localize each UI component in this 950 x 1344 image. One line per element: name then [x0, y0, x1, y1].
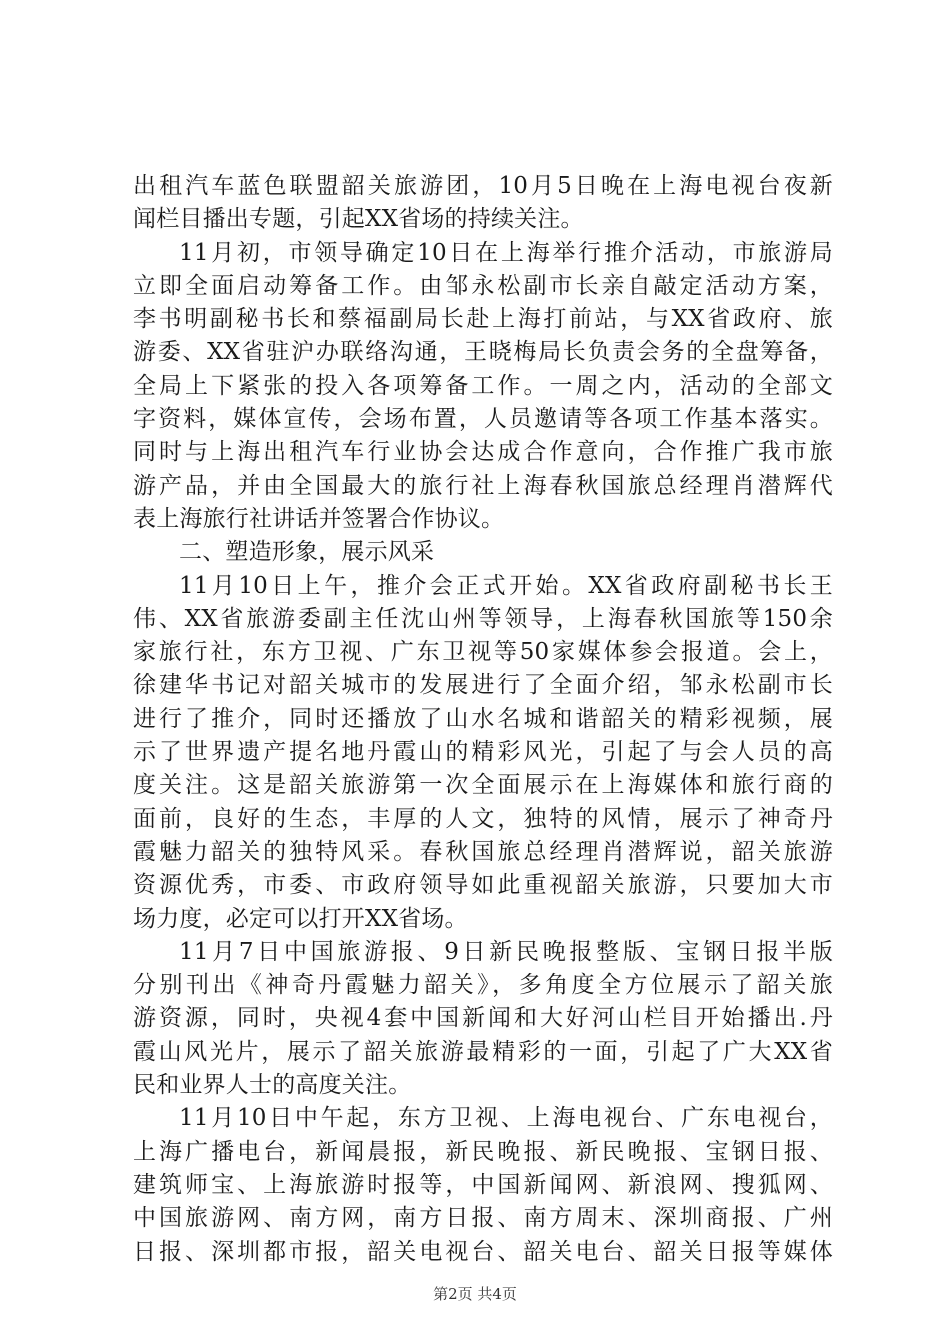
text-line: 表上海旅行社讲话并签署合作协议。 — [133, 505, 505, 532]
text-line: 上海广播电台，新闻晨报，新民晚报、新民晚报、宝钢日报、 — [133, 1138, 833, 1165]
text-line: 建筑师宝、上海旅游时报等，中国新闻网、新浪网、搜狐网、 — [133, 1171, 833, 1198]
text-line: 游资源，同时，央视4套中国新闻和大好河山栏目开始播出.丹 — [133, 1005, 833, 1032]
text-line: 霞魅力韶关的独特风采。春秋国旅总经理肖潜辉说，韶关旅游 — [133, 838, 833, 865]
page-footer: 第2页 共4页 — [433, 1285, 517, 1303]
text-line: 日报、深圳都市报，韶关电视台、韶关电台、韶关日报等媒体 — [133, 1238, 833, 1265]
text-line: 示了世界遗产提名地丹霞山的精彩风光，引起了与会人员的高 — [133, 739, 833, 766]
text-line: 霞山风光片，展示了韶关旅游最精彩的一面，引起了广大XX省 — [133, 1038, 833, 1065]
text-line: 中国旅游网、南方网，南方日报、南方周末、深圳商报、广州 — [133, 1205, 833, 1232]
text-line: 游产品，并由全国最大的旅行社上海春秋国旅总经理肖潜辉代 — [133, 472, 833, 499]
paragraph-first-line: 11月10日中午起，东方卫视、上海电视台、广东电视台， — [179, 1105, 833, 1132]
paragraph-first-line: 11月10日上午，推介会正式开始。XX省政府副秘书长王 — [179, 572, 833, 599]
text-line: 度关注。这是韶关旅游第一次全面展示在上海媒体和旅行商的 — [133, 772, 833, 799]
text-line: 同时与上海出租汽车行业协会达成合作意向，合作推广我市旅 — [133, 439, 833, 466]
paragraph-first-line: 11月7日中国旅游报、9日新民晚报整版、宝钢日报半版 — [179, 938, 833, 965]
paragraph-first-line: 11月初，市领导确定10日在上海举行推介活动，市旅游局 — [179, 239, 833, 266]
text-line: 场力度，必定可以打开XX省场。 — [133, 905, 468, 932]
text-line: 立即全面启动筹备工作。由邹永松副市长亲自敲定活动方案， — [133, 272, 833, 299]
section-heading: 二、塑造形象，展示风采 — [179, 539, 435, 566]
text-line: 全局上下紧张的投入各项筹备工作。一周之内，活动的全部文 — [133, 372, 833, 399]
text-line: 李书明副秘书长和蔡福副局长赴上海打前站，与XX省政府、旅 — [133, 306, 833, 333]
text-line: 出租汽车蓝色联盟韶关旅游团，10月5日晚在上海电视台夜新 — [133, 173, 833, 199]
text-line: 徐建华书记对韶关城市的发展进行了全面介绍，邹永松副市长 — [133, 672, 833, 699]
text-line: 分别刊出《神奇丹霞魅力韶关》，多角度全方位展示了韶关旅 — [133, 972, 833, 999]
text-line: 游委、XX省驻沪办联络沟通，王晓梅局长负责会务的全盘筹备， — [133, 339, 833, 366]
text-line: 资源优秀，市委、市政府领导如此重视韶关旅游，只要加大市 — [133, 872, 833, 899]
text-line: 民和业界人士的高度关注。 — [133, 1072, 412, 1099]
text-line: 面前，良好的生态，丰厚的人文，独特的风情，展示了神奇丹 — [133, 805, 833, 832]
text-line: 伟、XX省旅游委副主任沈山州等领导，上海春秋国旅等150余 — [133, 605, 833, 632]
document-body — [133, 170, 833, 1269]
text-line: 家旅行社，东方卫视、广东卫视等50家媒体参会报道。会上， — [133, 639, 833, 666]
text-line: 进行了推介，同时还播放了山水名城和谐韶关的精彩视频，展 — [133, 705, 833, 732]
text-line: 闻栏目播出专题，引起XX省场的持续关注。 — [133, 206, 584, 233]
text-line: 字资料，媒体宣传，会场布置，人员邀请等各项工作基本落实。 — [133, 406, 833, 433]
